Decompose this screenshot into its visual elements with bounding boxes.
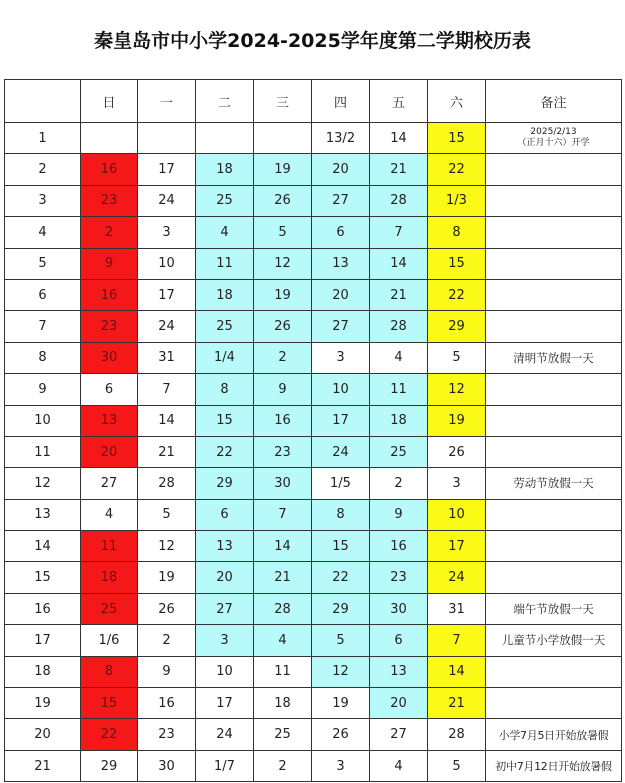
day-cell: 21 — [138, 436, 196, 467]
note-cell — [486, 688, 622, 719]
day-cell: 28 — [138, 468, 196, 499]
day-cell: 30 — [138, 750, 196, 781]
day-cell: 28 — [370, 185, 428, 216]
note-cell — [486, 656, 622, 687]
day-cell: 10 — [138, 248, 196, 279]
day-cell: 4 — [81, 499, 138, 530]
day-cell: 20 — [81, 436, 138, 467]
day-cell: 14 — [138, 405, 196, 436]
day-cell: 2 — [254, 750, 312, 781]
day-cell: 30 — [81, 342, 138, 373]
week-number-cell: 15 — [5, 562, 81, 593]
table-row — [5, 499, 622, 530]
day-cell: 6 — [370, 625, 428, 656]
week-number-cell: 11 — [5, 436, 81, 467]
table-row — [5, 468, 622, 499]
day-cell: 7 — [428, 625, 486, 656]
day-cell: 14 — [254, 531, 312, 562]
table-row — [5, 248, 622, 279]
day-cell: 30 — [370, 593, 428, 624]
day-cell: 21 — [254, 562, 312, 593]
day-cell: 17 — [428, 531, 486, 562]
day-cell: 23 — [138, 719, 196, 750]
day-cell: 6 — [196, 499, 254, 530]
day-cell: 22 — [312, 562, 370, 593]
day-cell: 25 — [81, 593, 138, 624]
day-cell: 9 — [370, 499, 428, 530]
day-cell: 28 — [370, 311, 428, 342]
note-cell: 2025/2/13 （正月十六）开学 — [486, 123, 622, 154]
day-cell: 9 — [138, 656, 196, 687]
day-cell: 8 — [196, 374, 254, 405]
day-cell: 2 — [254, 342, 312, 373]
day-cell: 1/4 — [196, 342, 254, 373]
day-cell: 11 — [370, 374, 428, 405]
table-row — [5, 279, 622, 310]
table-row — [5, 593, 622, 624]
week-number-cell: 10 — [5, 405, 81, 436]
header-weekday-cell: 二 — [196, 80, 254, 123]
header-row — [5, 80, 622, 123]
day-cell: 7 — [370, 217, 428, 248]
week-number-cell: 5 — [5, 248, 81, 279]
note-cell: 端午节放假一天 — [486, 593, 622, 624]
day-cell — [138, 123, 196, 154]
day-cell: 4 — [196, 217, 254, 248]
note-cell: 小学7月5日开始放暑假 — [486, 719, 622, 750]
day-cell: 7 — [138, 374, 196, 405]
day-cell: 27 — [312, 185, 370, 216]
day-cell: 12 — [254, 248, 312, 279]
day-cell: 24 — [428, 562, 486, 593]
week-number-cell: 14 — [5, 531, 81, 562]
table-row — [5, 625, 622, 656]
day-cell: 19 — [254, 154, 312, 185]
table-row — [5, 374, 622, 405]
table-row — [5, 123, 622, 154]
note-cell — [486, 436, 622, 467]
day-cell: 3 — [312, 750, 370, 781]
table-row — [5, 719, 622, 750]
note-cell: 清明节放假一天 — [486, 342, 622, 373]
day-cell: 15 — [428, 248, 486, 279]
day-cell: 5 — [254, 217, 312, 248]
note-cell — [486, 217, 622, 248]
week-number-cell: 2 — [5, 154, 81, 185]
day-cell: 8 — [81, 656, 138, 687]
day-cell: 7 — [254, 499, 312, 530]
day-cell: 28 — [428, 719, 486, 750]
day-cell: 5 — [312, 625, 370, 656]
day-cell: 19 — [138, 562, 196, 593]
day-cell: 14 — [370, 123, 428, 154]
day-cell: 19 — [312, 688, 370, 719]
day-cell: 14 — [428, 656, 486, 687]
table-row — [5, 562, 622, 593]
week-number-cell: 9 — [5, 374, 81, 405]
day-cell: 9 — [254, 374, 312, 405]
day-cell: 9 — [81, 248, 138, 279]
day-cell — [254, 123, 312, 154]
day-cell: 3 — [138, 217, 196, 248]
week-number-cell: 3 — [5, 185, 81, 216]
day-cell: 15 — [196, 405, 254, 436]
note-cell — [486, 562, 622, 593]
day-cell: 29 — [81, 750, 138, 781]
note-cell — [486, 311, 622, 342]
week-number-cell: 19 — [5, 688, 81, 719]
day-cell: 13 — [81, 405, 138, 436]
day-cell: 31 — [138, 342, 196, 373]
day-cell: 2 — [138, 625, 196, 656]
day-cell: 10 — [312, 374, 370, 405]
page-title: 秦皇岛市中小学2024-2025学年度第二学期校历表 — [94, 29, 531, 52]
day-cell: 29 — [312, 593, 370, 624]
day-cell: 24 — [196, 719, 254, 750]
header-note-cell: 备注 — [486, 80, 622, 123]
day-cell: 17 — [138, 154, 196, 185]
day-cell: 3 — [428, 468, 486, 499]
school-calendar-table — [4, 79, 622, 782]
day-cell: 4 — [370, 342, 428, 373]
note-cell: 儿童节小学放假一天 — [486, 625, 622, 656]
day-cell: 18 — [81, 562, 138, 593]
day-cell: 16 — [370, 531, 428, 562]
day-cell: 20 — [312, 154, 370, 185]
day-cell: 27 — [312, 311, 370, 342]
day-cell: 21 — [370, 279, 428, 310]
header-weekday-cell: 一 — [138, 80, 196, 123]
week-number-cell: 8 — [5, 342, 81, 373]
day-cell: 24 — [312, 436, 370, 467]
week-number-cell: 7 — [5, 311, 81, 342]
day-cell: 28 — [254, 593, 312, 624]
table-row — [5, 185, 622, 216]
day-cell: 22 — [428, 279, 486, 310]
day-cell: 23 — [81, 185, 138, 216]
day-cell: 17 — [196, 688, 254, 719]
week-number-cell: 17 — [5, 625, 81, 656]
day-cell: 12 — [138, 531, 196, 562]
day-cell: 14 — [370, 248, 428, 279]
day-cell: 22 — [428, 154, 486, 185]
note-cell — [486, 374, 622, 405]
day-cell: 24 — [138, 185, 196, 216]
table-row — [5, 750, 622, 781]
day-cell: 31 — [428, 593, 486, 624]
day-cell: 21 — [428, 688, 486, 719]
week-number-cell: 18 — [5, 656, 81, 687]
day-cell: 13 — [196, 531, 254, 562]
header-weekday-cell: 五 — [370, 80, 428, 123]
day-cell: 3 — [196, 625, 254, 656]
day-cell: 15 — [428, 123, 486, 154]
note-cell — [486, 405, 622, 436]
day-cell: 16 — [254, 405, 312, 436]
day-cell: 4 — [370, 750, 428, 781]
note-cell: 初中7月12日开始放暑假 — [486, 750, 622, 781]
day-cell: 25 — [196, 185, 254, 216]
day-cell: 23 — [254, 436, 312, 467]
day-cell: 17 — [138, 279, 196, 310]
note-cell — [486, 248, 622, 279]
day-cell: 12 — [428, 374, 486, 405]
week-number-cell: 21 — [5, 750, 81, 781]
week-number-cell: 13 — [5, 499, 81, 530]
day-cell: 24 — [138, 311, 196, 342]
day-cell: 2 — [81, 217, 138, 248]
week-number-cell: 16 — [5, 593, 81, 624]
day-cell: 20 — [312, 279, 370, 310]
day-cell: 29 — [196, 468, 254, 499]
header-weekday-cell: 六 — [428, 80, 486, 123]
day-cell: 13 — [370, 656, 428, 687]
day-cell: 27 — [196, 593, 254, 624]
day-cell: 1/6 — [81, 625, 138, 656]
day-cell: 13/2 — [312, 123, 370, 154]
day-cell: 6 — [81, 374, 138, 405]
note-cell — [486, 279, 622, 310]
table-row — [5, 531, 622, 562]
day-cell: 11 — [81, 531, 138, 562]
table-row — [5, 311, 622, 342]
table-row — [5, 656, 622, 687]
header-weekday-cell: 四 — [312, 80, 370, 123]
day-cell: 23 — [81, 311, 138, 342]
table-row — [5, 154, 622, 185]
day-cell: 20 — [370, 688, 428, 719]
day-cell: 18 — [254, 688, 312, 719]
day-cell: 6 — [312, 217, 370, 248]
week-number-cell: 6 — [5, 279, 81, 310]
day-cell: 19 — [254, 279, 312, 310]
day-cell: 4 — [254, 625, 312, 656]
header-weekday-cell: 日 — [81, 80, 138, 123]
day-cell: 22 — [196, 436, 254, 467]
day-cell: 10 — [196, 656, 254, 687]
day-cell: 26 — [254, 185, 312, 216]
day-cell: 16 — [81, 279, 138, 310]
day-cell: 18 — [196, 279, 254, 310]
table-row — [5, 436, 622, 467]
day-cell: 26 — [428, 436, 486, 467]
week-number-cell: 4 — [5, 217, 81, 248]
note-cell — [486, 154, 622, 185]
day-cell: 27 — [81, 468, 138, 499]
week-number-cell: 12 — [5, 468, 81, 499]
day-cell: 17 — [312, 405, 370, 436]
table-row — [5, 405, 622, 436]
day-cell: 8 — [312, 499, 370, 530]
day-cell: 8 — [428, 217, 486, 248]
day-cell: 29 — [428, 311, 486, 342]
day-cell: 25 — [254, 719, 312, 750]
day-cell: 19 — [428, 405, 486, 436]
header-weekday-cell: 三 — [254, 80, 312, 123]
day-cell: 18 — [196, 154, 254, 185]
day-cell: 15 — [81, 688, 138, 719]
day-cell — [81, 123, 138, 154]
day-cell: 15 — [312, 531, 370, 562]
day-cell: 16 — [81, 154, 138, 185]
day-cell: 5 — [428, 750, 486, 781]
day-cell: 25 — [196, 311, 254, 342]
day-cell: 5 — [138, 499, 196, 530]
note-cell: 劳动节放假一天 — [486, 468, 622, 499]
day-cell: 18 — [370, 405, 428, 436]
day-cell: 3 — [312, 342, 370, 373]
table-row — [5, 688, 622, 719]
day-cell: 1/3 — [428, 185, 486, 216]
table-row — [5, 217, 622, 248]
header-week-cell — [5, 80, 81, 123]
day-cell: 21 — [370, 154, 428, 185]
day-cell: 1/5 — [312, 468, 370, 499]
note-cell — [486, 499, 622, 530]
day-cell: 26 — [138, 593, 196, 624]
note-cell — [486, 531, 622, 562]
day-cell: 23 — [370, 562, 428, 593]
week-number-cell: 20 — [5, 719, 81, 750]
day-cell: 10 — [428, 499, 486, 530]
day-cell: 26 — [312, 719, 370, 750]
note-cell — [486, 185, 622, 216]
day-cell: 16 — [138, 688, 196, 719]
day-cell: 13 — [312, 248, 370, 279]
day-cell: 11 — [254, 656, 312, 687]
day-cell: 22 — [81, 719, 138, 750]
day-cell: 20 — [196, 562, 254, 593]
day-cell: 12 — [312, 656, 370, 687]
day-cell: 26 — [254, 311, 312, 342]
day-cell: 30 — [254, 468, 312, 499]
day-cell: 25 — [370, 436, 428, 467]
week-number-cell: 1 — [5, 123, 81, 154]
day-cell: 5 — [428, 342, 486, 373]
day-cell: 2 — [370, 468, 428, 499]
day-cell — [196, 123, 254, 154]
table-row — [5, 342, 622, 373]
day-cell: 27 — [370, 719, 428, 750]
day-cell: 1/7 — [196, 750, 254, 781]
day-cell: 11 — [196, 248, 254, 279]
